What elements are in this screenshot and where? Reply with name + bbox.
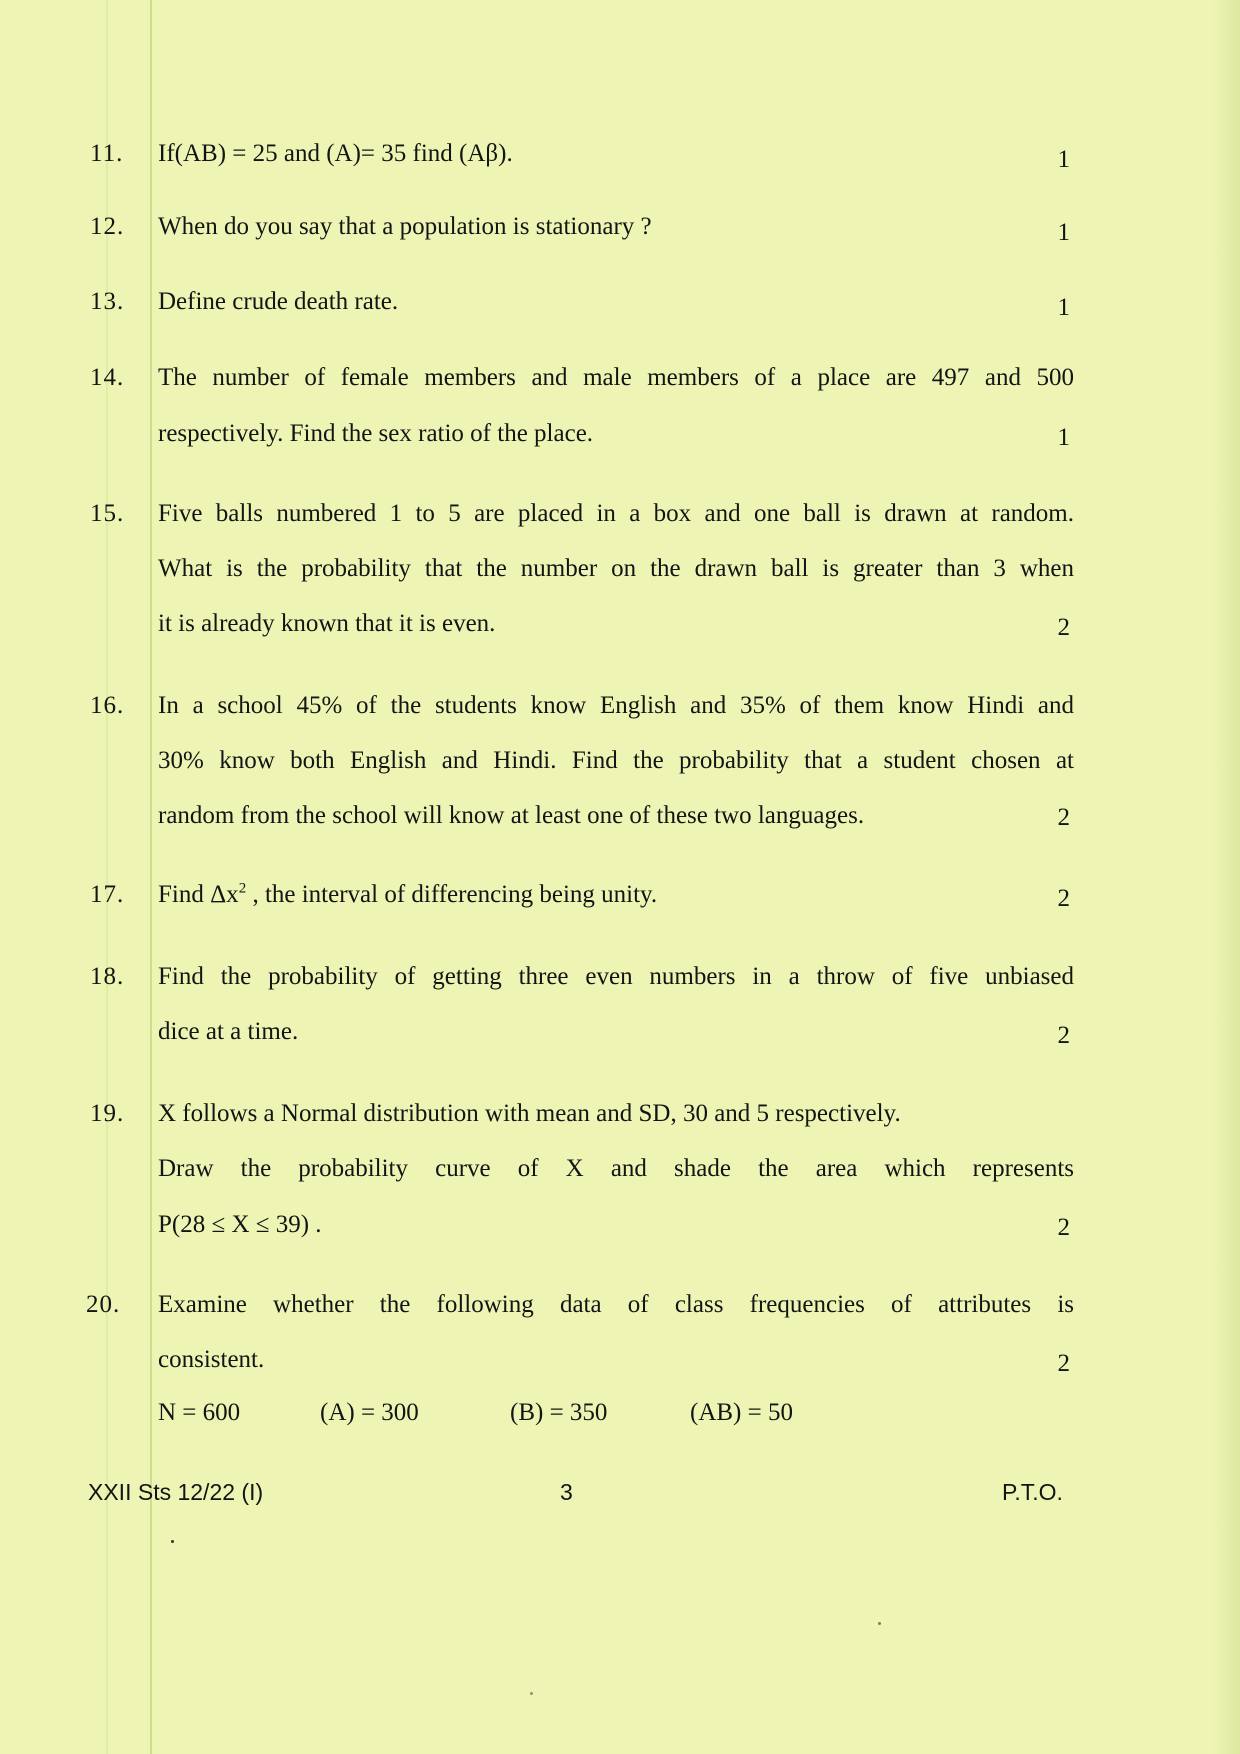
question-marks: 2 bbox=[1057, 1022, 1070, 1049]
question-marks: 2 bbox=[1057, 614, 1070, 641]
question-number: 17. bbox=[90, 881, 125, 908]
please-turn-over: P.T.O. bbox=[1002, 1479, 1063, 1505]
question-text: random from the school will know at least one of these two languages. bbox=[158, 802, 865, 829]
question-text: Define crude death rate. bbox=[158, 288, 399, 315]
question-marks: 1 bbox=[1057, 424, 1070, 451]
frequency-a: (A) = 300 bbox=[320, 1399, 419, 1426]
question-marks: 2 bbox=[1057, 804, 1070, 831]
question-text: Five balls numbered 1 to 5 are placed in a box and one ball is drawn at random. bbox=[158, 500, 1074, 527]
question-text: Draw the probability curve of X and shade the area which represents bbox=[158, 1155, 1074, 1182]
superscript: 2 bbox=[238, 880, 247, 897]
question-text: P(28 ≤ X ≤ 39) . bbox=[158, 1211, 322, 1238]
question-text: X follows a Normal distribution with mean and SD, 30 and 5 respectively. bbox=[158, 1100, 901, 1127]
question-number: 19. bbox=[90, 1100, 125, 1127]
question-text-part: , the interval of differencing being unity. bbox=[246, 881, 658, 908]
question-marks: 2 bbox=[1057, 1214, 1070, 1241]
question-text: If(AB) = 25 and (A)= 35 find (Aβ). bbox=[158, 140, 513, 167]
question-number: 13. bbox=[90, 288, 125, 315]
page-edge-shadow bbox=[1212, 0, 1240, 1754]
scan-speck bbox=[530, 1692, 533, 1695]
question-text: consistent. bbox=[158, 1346, 265, 1373]
question-number: 14. bbox=[90, 364, 125, 391]
frequency-b: (B) = 350 bbox=[510, 1399, 608, 1426]
question-marks: 1 bbox=[1057, 146, 1070, 173]
question-text-part: Find Δx bbox=[158, 881, 239, 908]
question-number: 12. bbox=[90, 213, 125, 240]
question-number: 15. bbox=[90, 500, 125, 527]
frequency-ab: (AB) = 50 bbox=[690, 1399, 793, 1426]
paper-code: XXII Sts 12/22 (I) bbox=[88, 1479, 264, 1505]
question-marks: 1 bbox=[1057, 219, 1070, 246]
question-number: 20. bbox=[86, 1291, 121, 1318]
question-number: 18. bbox=[90, 963, 125, 990]
question-marks: 2 bbox=[1057, 1350, 1070, 1377]
scan-speck bbox=[171, 1540, 174, 1543]
question-text: The number of female members and male members of a place are 497 and 500 bbox=[158, 364, 1074, 391]
question-text: it is already known that it is even. bbox=[158, 610, 496, 637]
question-text: respectively. Find the sex ratio of the place. bbox=[158, 420, 594, 447]
scan-speck bbox=[878, 1622, 881, 1625]
page-number: 3 bbox=[560, 1479, 573, 1505]
question-text: When do you say that a population is stationary ? bbox=[158, 213, 652, 240]
question-text: What is the probability that the number on the drawn ball is greater than 3 when bbox=[158, 555, 1074, 582]
question-number: 16. bbox=[90, 692, 125, 719]
question-text bbox=[158, 881, 657, 909]
question-text: Find the probability of getting three even numbers in a throw of five unbiased bbox=[158, 963, 1074, 990]
question-marks: 1 bbox=[1057, 294, 1070, 321]
question-marks: 2 bbox=[1057, 885, 1070, 912]
question-text: In a school 45% of the students know English and 35% of them know Hindi and bbox=[158, 692, 1074, 719]
question-text: dice at a time. bbox=[158, 1018, 299, 1045]
frequency-n: N = 600 bbox=[158, 1399, 241, 1426]
question-text: Examine whether the following data of class frequencies of attributes is bbox=[158, 1291, 1074, 1318]
question-number: 11. bbox=[90, 140, 124, 167]
question-text: 30% know both English and Hindi. Find the probability that a student chosen at bbox=[158, 747, 1074, 774]
